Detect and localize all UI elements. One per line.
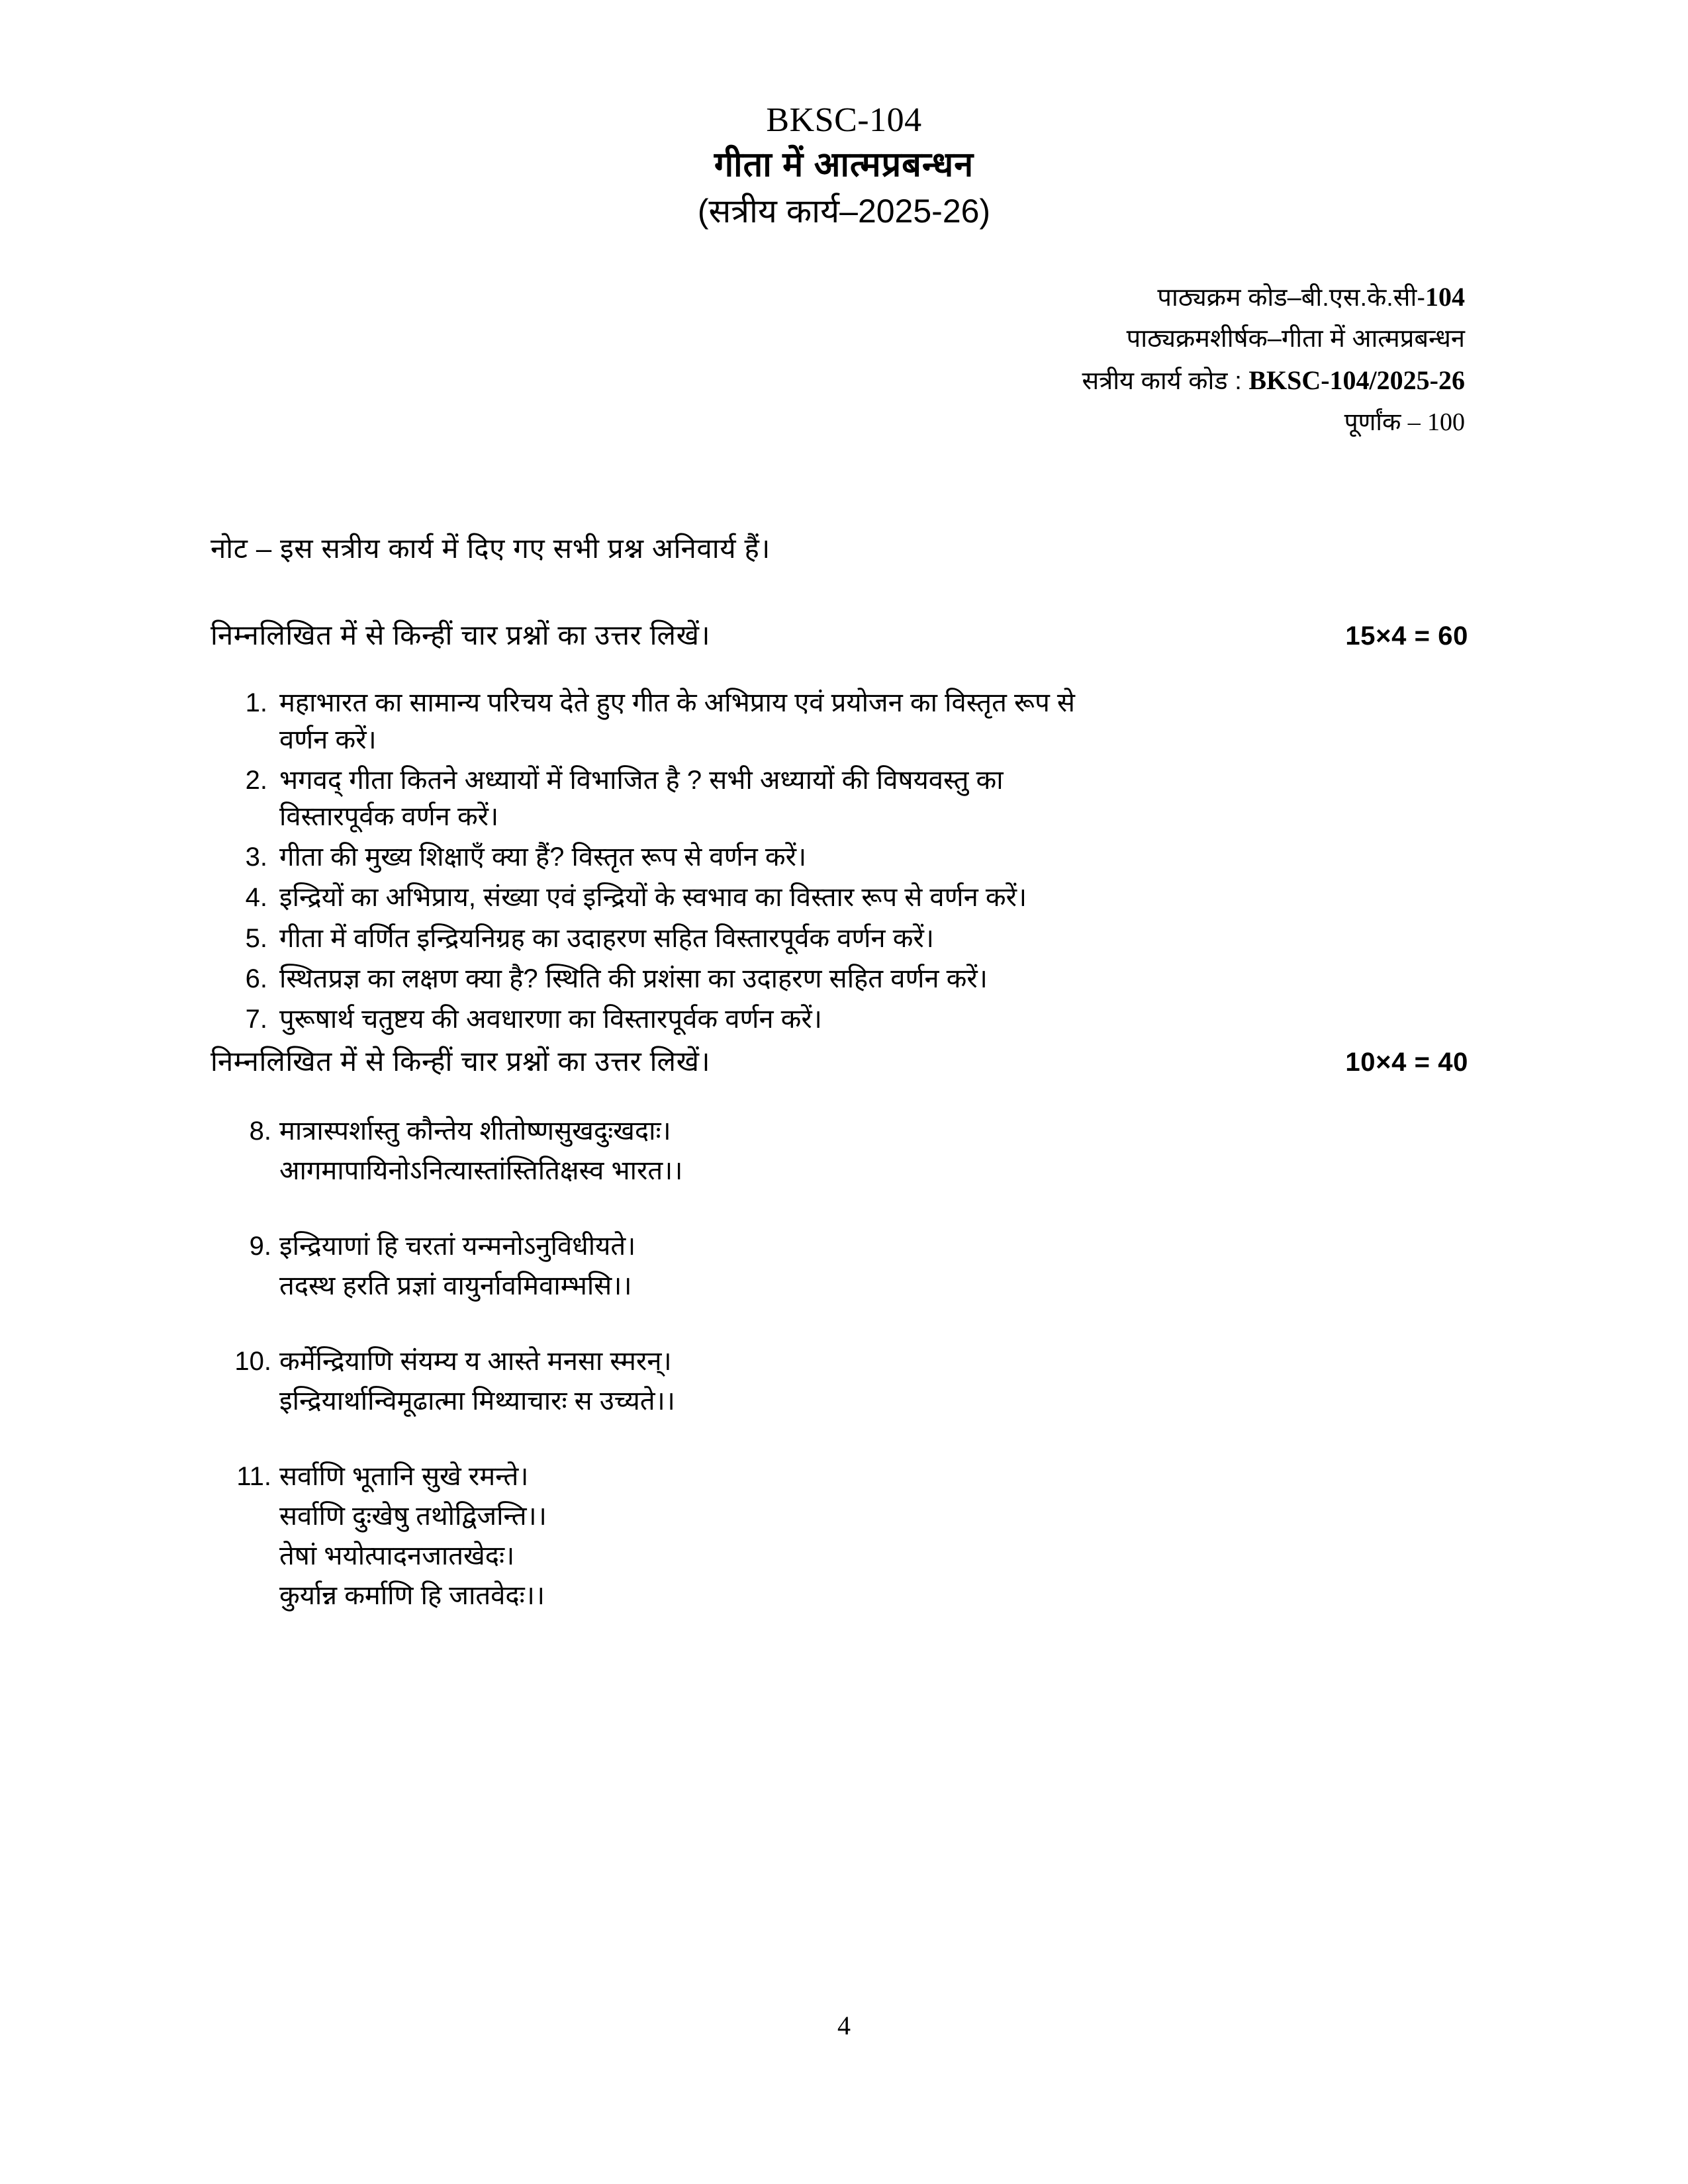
shloka-item xyxy=(211,1457,1476,1615)
section-two-heading-text: निम्नलिखित में से किन्हीं चार प्रश्नों का उत्तर लिखें। xyxy=(211,1046,711,1077)
section-two-heading-row xyxy=(211,1042,1476,1079)
question-line-1: स्थितप्रज्ञ का लक्षण क्या है? स्थिति की प्रशंसा का उदाहरण सहित वर्णन करें। xyxy=(279,964,988,993)
meta-assignment-code-label: सत्रीय कार्य कोड : xyxy=(1082,367,1249,396)
question-number: 4. xyxy=(245,883,267,913)
question-text xyxy=(279,839,1476,876)
question-line-1: भगवद् गीता कितने अध्यायों में विभाजित है ? सभी अध्यायों की विषयवस्तु का xyxy=(279,765,1004,795)
shloka-text xyxy=(279,1342,1476,1421)
question-number: 2. xyxy=(245,765,267,795)
note-instruction: नोट – इस सत्रीय कार्य में दिए गए सभी प्रश्न अनिवार्य हैं। xyxy=(211,533,771,565)
section-one-heading-row xyxy=(211,615,1476,653)
shloka-line-2: इन्द्रियार्थान्विमूढात्मा मिथ्याचारः स उच्यते।। xyxy=(279,1387,675,1416)
shloka-line-1: मात्रास्पर्शास्तु कौन्तेय शीतोष्णसुखदुःखदाः। xyxy=(279,1116,671,1146)
shloka-item xyxy=(211,1342,1476,1421)
question-line-1: पुरूषार्थ चतुष्टय की अवधारणा का विस्तारपूर्वक वर्णन करें। xyxy=(279,1004,822,1034)
question-line-2: विस्तारपूर्वक वर्णन करें। xyxy=(279,801,499,831)
question-item xyxy=(211,1001,1476,1038)
question-number: 11. xyxy=(236,1462,271,1492)
question-number: 1. xyxy=(245,688,267,718)
section-one-heading-text: निम्नलिखित में से किन्हीं चार प्रश्नों का उत्तर लिखें। xyxy=(211,619,711,651)
question-item xyxy=(211,880,1476,916)
question-item xyxy=(211,961,1476,997)
meta-assignment-code-line xyxy=(0,359,1465,402)
question-number: 6. xyxy=(245,964,267,993)
shloka-line-2: सर्वाणि दुःखेषु तथोद्विजन्ति।। xyxy=(279,1502,547,1531)
shloka-line-3: तेषां भयोत्पादनजातखेदः। xyxy=(279,1541,515,1571)
question-number: 5. xyxy=(245,923,267,953)
shloka-text xyxy=(279,1457,1476,1615)
question-text xyxy=(279,961,1476,997)
question-item xyxy=(211,762,1476,835)
question-text xyxy=(279,880,1476,916)
meta-assignment-code-value: BKSC-104/2025-26 xyxy=(1248,365,1465,396)
assignment-meta-block xyxy=(0,276,1688,443)
section-one-question-list xyxy=(211,685,1476,1038)
question-text xyxy=(279,921,1476,957)
shloka-line-1: कर्मेन्द्रियाणि संयम्य य आस्ते मनसा स्मरन्। xyxy=(279,1347,672,1377)
meta-course-title-value: गीता में आत्मप्रबन्धन xyxy=(1281,324,1465,353)
meta-max-marks-dash: – xyxy=(1407,408,1421,436)
meta-max-marks-label: पूर्णांक xyxy=(1344,408,1401,435)
question-item xyxy=(211,685,1476,758)
shloka-line-2: आगमापायिनोऽनित्यास्तांस्तितिक्षस्व भारत।। xyxy=(279,1156,683,1186)
course-title-heading: गीता में आत्मप्रबन्धन xyxy=(714,146,974,185)
page-header xyxy=(0,0,1688,231)
question-line-2: वर्णन करें। xyxy=(279,725,377,754)
question-text xyxy=(279,685,1476,758)
page-number: 4 xyxy=(837,2011,851,2040)
question-number: 7. xyxy=(245,1004,267,1034)
question-text xyxy=(279,762,1476,835)
question-text xyxy=(279,1001,1476,1038)
shloka-line-4: कुर्यान्न कर्माणि हि जातवेदः।। xyxy=(279,1581,545,1611)
meta-course-title-line xyxy=(0,319,1465,360)
question-item xyxy=(211,839,1476,876)
session-heading: (सत्रीय कार्य–2025-26) xyxy=(697,192,991,230)
question-number: 8. xyxy=(249,1116,271,1146)
shloka-line-2: तदस्थ हरति प्रज्ञां वायुर्नावमिवाम्भसि।। xyxy=(279,1271,632,1301)
meta-course-title-label: पाठ्यक्रमशीर्षक– xyxy=(1126,324,1282,353)
meta-course-code-value: 104 xyxy=(1425,281,1465,312)
question-number: 9. xyxy=(249,1232,271,1261)
question-line-1: गीता में वर्णित इन्द्रियनिग्रह का उदाहरण सहित विस्तारपूर्वक वर्णन करें। xyxy=(279,923,934,953)
section-two-question-list xyxy=(211,1111,1476,1615)
shloka-text xyxy=(279,1111,1476,1191)
question-line-1: गीता की मुख्य शिक्षाएँ क्या हैं? विस्तृत रूप से वर्णन करें। xyxy=(279,842,807,872)
shloka-text xyxy=(279,1226,1476,1306)
shloka-item xyxy=(211,1111,1476,1191)
question-number: 3. xyxy=(245,842,267,872)
meta-course-code-label: पाठ्यक्रम कोड–बी.एस.के.सी- xyxy=(1157,283,1425,312)
meta-course-code-line xyxy=(0,276,1465,319)
shloka-line-1: सर्वाणि भूतानि सुखे रमन्ते। xyxy=(279,1462,529,1492)
question-item xyxy=(211,921,1476,957)
question-line-1: महाभारत का सामान्य परिचय देते हुए गीत के अभिप्राय एवं प्रयोजन का विस्तृत रूप से xyxy=(279,688,1075,718)
question-line-1: इन्द्रियों का अभिप्राय, संख्या एवं इन्द्रियों के स्वभाव का विस्तार रूप से वर्णन करें। xyxy=(279,883,1027,913)
course-code-heading: BKSC-104 xyxy=(766,101,922,139)
shloka-item xyxy=(211,1226,1476,1306)
page-content xyxy=(0,529,1688,1615)
shloka-line-1: इन्द्रियाणां हि चरतां यन्मनोऽनुविधीयते। xyxy=(279,1232,636,1261)
meta-max-marks-value: 100 xyxy=(1427,408,1465,436)
meta-max-marks-line xyxy=(0,402,1465,443)
question-number: 10. xyxy=(234,1347,271,1377)
section-two-marks: 10×4 = 40 xyxy=(1345,1048,1468,1077)
section-one-marks: 15×4 = 60 xyxy=(1345,621,1468,651)
